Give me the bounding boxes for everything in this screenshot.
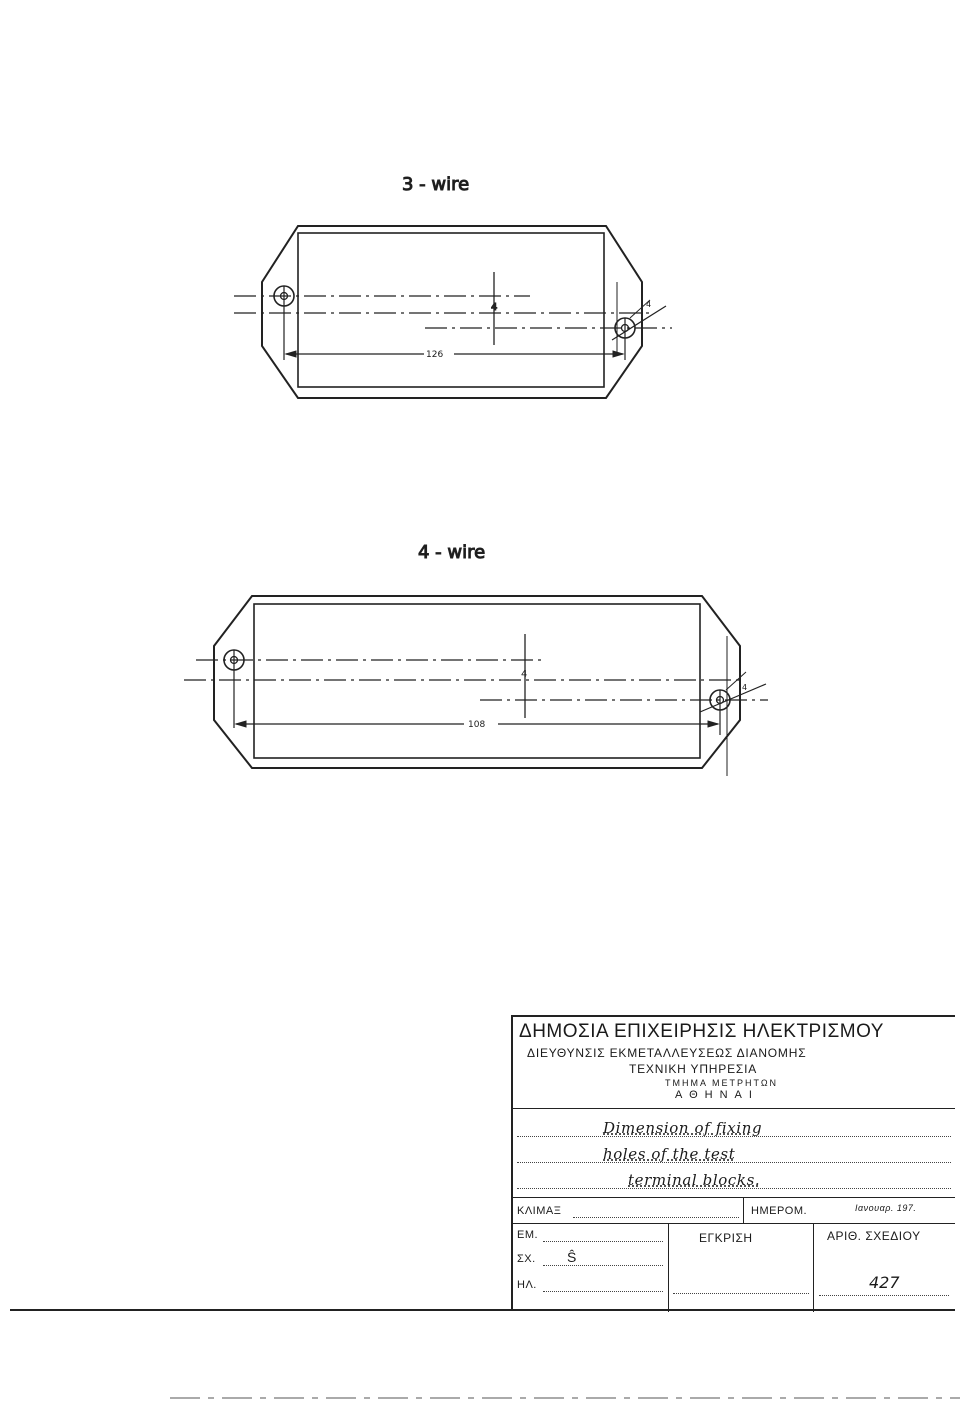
- sch-rule: [543, 1265, 663, 1266]
- four-wire-label: 4 - wire: [418, 542, 486, 563]
- org-name-line3: ΤΕΧΝΙΚΗ ΥΠΗΡΕΣΙΑ: [629, 1062, 758, 1076]
- four-wire-dim-arrow-left: [236, 721, 246, 727]
- three-wire-outer-body: [262, 226, 642, 398]
- title-block: [511, 1015, 955, 1310]
- title-block-divider: [513, 1108, 955, 1109]
- three-wire-vdim-mark: 4: [491, 302, 498, 313]
- org-name-line5: ΑΘΗΝΑΙ: [675, 1089, 759, 1101]
- drawing-number: 427: [869, 1273, 900, 1292]
- four-wire-dimension: 108: [468, 720, 486, 730]
- three-wire-dim-arrow-right: [613, 351, 623, 357]
- em-rule: [543, 1241, 663, 1242]
- el-rule: [543, 1291, 663, 1292]
- three-wire-inner-rect: [298, 233, 604, 387]
- scale-label: ΚΛΙΜΑΞ: [517, 1205, 562, 1217]
- drawing-title-line3: terminal blocks.: [628, 1171, 761, 1189]
- three-wire-callout-1: [612, 306, 666, 340]
- sch-label: ΣΧ.: [517, 1253, 536, 1265]
- approval-separator-left: [668, 1223, 669, 1312]
- four-wire-callout-mark: 4: [742, 683, 748, 692]
- scale-date-separator: [743, 1197, 744, 1223]
- date-label: ΗΜΕΡΟΜ.: [751, 1205, 808, 1217]
- approval-label: ΕΓΚΡΙΣΗ: [699, 1231, 753, 1245]
- org-name-line4: ΤΜΗΜΑ ΜΕΤΡΗΤΩΝ: [665, 1078, 779, 1088]
- drawing-title-line2: holes of the test: [603, 1145, 736, 1163]
- drawing-title-line1: Dimension of fixing: [603, 1119, 763, 1137]
- three-wire-block: [234, 174, 672, 398]
- four-wire-dim-arrow-right: [708, 721, 718, 727]
- four-wire-outer-body: [214, 596, 740, 768]
- title-rule-1: [517, 1136, 951, 1137]
- org-name-line2: ΔΙΕΥΘΥΝΣΙΣ ΕΚΜΕΤΑΛΛΕΥΣΕΩΣ ΔΙΑΝΟΜΗΣ: [527, 1046, 807, 1060]
- title-block-divider: [513, 1197, 955, 1198]
- el-label: ΗΛ.: [517, 1279, 537, 1291]
- four-wire-vdim-mark: 4: [521, 669, 528, 680]
- date-value: Ιανουαρ. 197.: [855, 1203, 917, 1213]
- three-wire-label: 3 - wire: [402, 174, 470, 195]
- four-wire-inner-rect: [254, 604, 700, 758]
- three-wire-dimension: 126: [426, 350, 444, 360]
- em-label: ΕΜ.: [517, 1229, 539, 1241]
- org-name-line1: ΔΗΜΟΣΙΑ ΕΠΙΧΕΙΡΗΣΙΣ ΗΛΕΚΤΡΙΣΜΟΥ: [519, 1021, 884, 1042]
- approval-rule: [673, 1293, 809, 1294]
- three-wire-callout-mark: 4: [646, 300, 652, 309]
- title-block-divider: [513, 1223, 955, 1224]
- drawing-no-rule: [819, 1295, 949, 1296]
- sch-value: Ŝ: [567, 1249, 577, 1265]
- three-wire-dim-arrow-left: [286, 351, 296, 357]
- scale-value-rule: [573, 1217, 739, 1218]
- drawing-no-label: ΑΡΙΘ. ΣΧΕΔΙΟΥ: [827, 1229, 921, 1243]
- title-rule-3: [517, 1188, 951, 1189]
- title-rule-2: [517, 1162, 951, 1163]
- four-wire-block: [184, 542, 768, 776]
- approval-separator-right: [813, 1223, 814, 1312]
